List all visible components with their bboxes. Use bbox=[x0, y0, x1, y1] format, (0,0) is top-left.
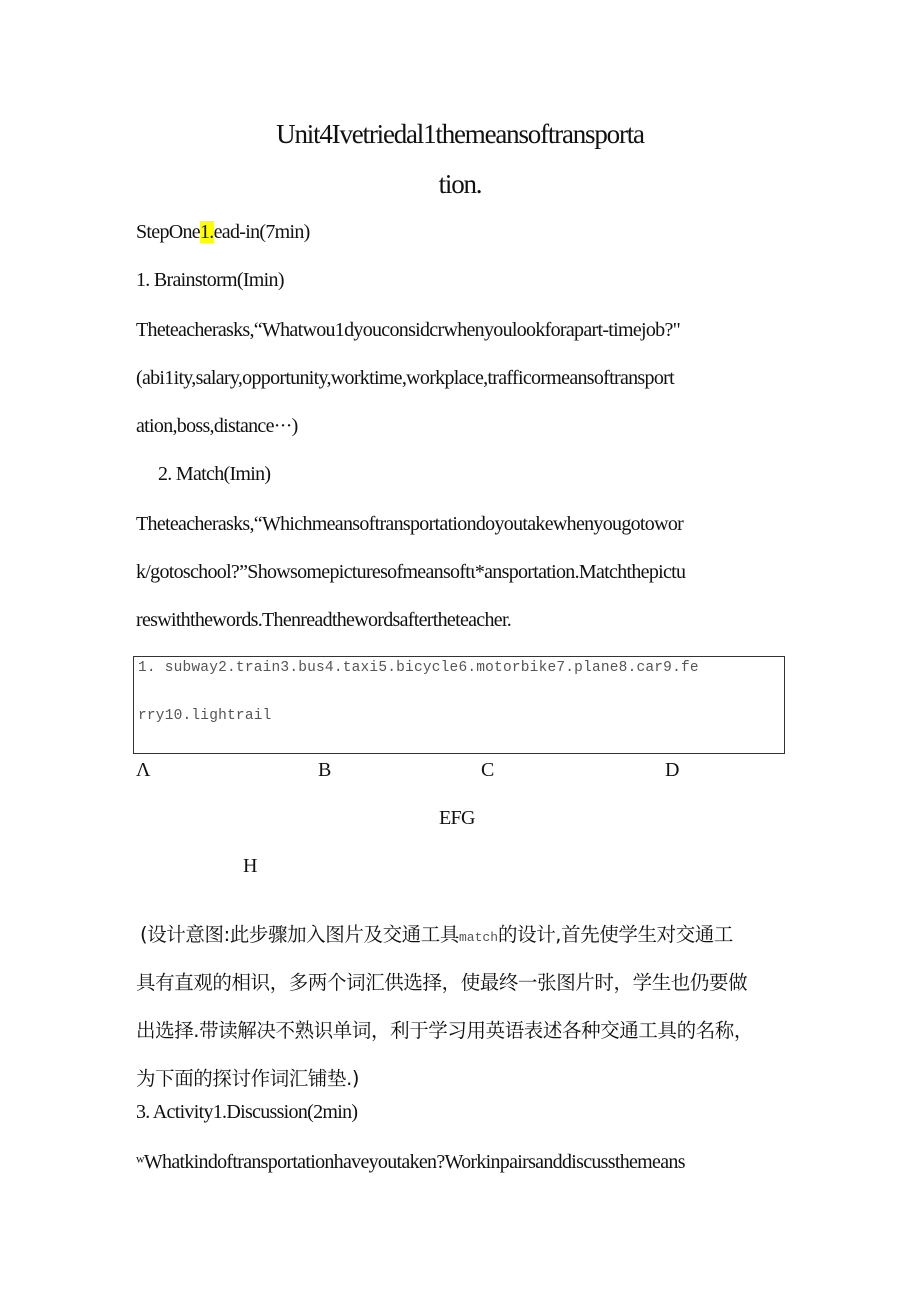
brainstorm-line-3: ation,boss,distance···) bbox=[136, 415, 298, 437]
design-note-line-1: (设计意图:此步骤加入图片及交通工具match的设计,首先使学生对交通工 bbox=[140, 923, 733, 946]
picture-label-c: C bbox=[481, 759, 494, 781]
document-title-line-1: Unit4Ivetriedal1themeansoftransporta bbox=[276, 119, 644, 149]
picture-label-a: Λ bbox=[136, 759, 150, 781]
activity-line-1: ʷWhatkindoftransportationhaveyoutaken?Workinpairsanddiscussthemeans bbox=[136, 1151, 685, 1173]
picture-label-h: H bbox=[243, 855, 257, 877]
design-note-line-2: 具有直观的相识，多两个词汇供选择，使最终一张图片时，学生也仍要做 bbox=[136, 971, 748, 994]
step-one-highlight: 1. bbox=[199, 221, 214, 243]
step-one-prefix: StepOne bbox=[136, 221, 200, 243]
picture-label-b: B bbox=[318, 759, 331, 781]
step-one-heading bbox=[136, 220, 310, 244]
brainstorm-line-1: Theteacherasks,“Whatwou1dyouconsidcrwhenyoulookforapart-timejob?" bbox=[136, 319, 681, 341]
step-one-suffix: ead-in(7min) bbox=[213, 221, 310, 243]
word-box-line-2: rry10.lightrail bbox=[138, 708, 272, 724]
word-box-line-1: 1. subway2.train3.bus4.taxi5.bicycle6.motorbike7.plane8.car9.fe bbox=[138, 660, 699, 676]
match-heading: 2. Match(Imin) bbox=[158, 463, 271, 485]
design-note-line-4: 为下面的探讨作词汇铺垫.) bbox=[136, 1067, 360, 1090]
vocabulary-word-box bbox=[133, 656, 785, 754]
brainstorm-line-2: (abi1ity,salary,opportunity,worktime,workplace,trafficormeansoftransport bbox=[136, 367, 674, 389]
match-line-2: k/gotoschool?”Showsomepicturesofmeansoftι*ansportation.Matchthepictu bbox=[136, 561, 686, 583]
activity-heading: 3. Activity1.Discussion(2min) bbox=[136, 1101, 358, 1123]
match-line-1: Theteacherasks,“Whichmeansoftransportationdoyoutakewhenyougotowor bbox=[136, 513, 684, 535]
picture-label-d: D bbox=[665, 759, 679, 781]
picture-label-efg: EFG bbox=[439, 807, 475, 829]
brainstorm-heading: 1. Brainstorm(Imin) bbox=[136, 269, 284, 291]
design-note-line-3: 出选择.带读解决不熟识单词，利于学习用英语表述各种交通工具的名称， bbox=[136, 1019, 753, 1042]
match-line-3: reswiththewords.Thenreadthewordsaftertheteacher. bbox=[136, 609, 512, 631]
document-title-line-2: tion. bbox=[438, 169, 482, 199]
